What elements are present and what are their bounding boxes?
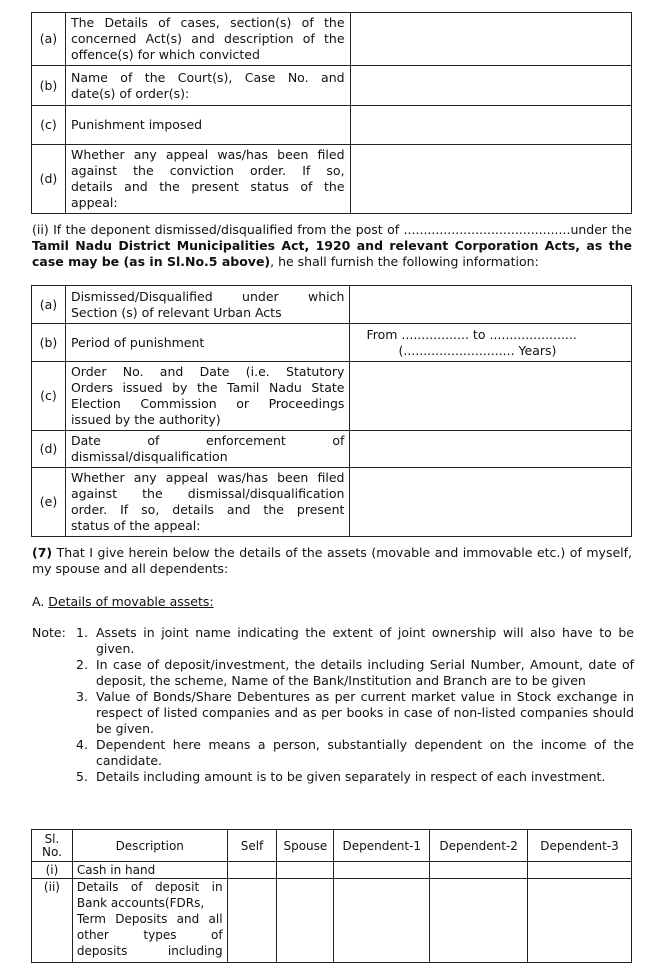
desc-line: offence(s) for which convicted (70, 47, 260, 62)
note-text: Dependent here means a person, substantially dependent on the income of the candidate. (96, 737, 634, 768)
col-header-dependent-2: Dependent-2 (430, 830, 528, 862)
self-cell[interactable] (227, 879, 277, 963)
row-description (65, 468, 350, 537)
table-row (32, 286, 632, 324)
row-label: (e) (32, 468, 66, 537)
row-description (65, 286, 350, 324)
section-prefix: A. (32, 594, 49, 609)
list-item (32, 689, 634, 737)
description-cell: Cash in hand (72, 862, 227, 879)
row-label: (a) (32, 286, 66, 324)
desc-line: order. If so, details and the present (70, 502, 345, 517)
answer-cell[interactable] (350, 431, 632, 468)
section-heading (32, 594, 632, 610)
table-row (32, 106, 632, 145)
spouse-cell[interactable] (277, 879, 334, 963)
desc-line: Name of the Court(s), Case No. and (70, 69, 345, 85)
dependent-3-cell[interactable] (528, 879, 632, 963)
para-number: (7) (32, 545, 53, 560)
note-text: Details including amount is to be given separately in respect of each investment. (96, 769, 606, 784)
movable-assets-table (31, 829, 632, 963)
note-number: 5. (76, 769, 88, 784)
desc-line: concerned Act(s) and description of the (70, 31, 345, 46)
row-label: (a) (32, 13, 66, 66)
table-header-row (32, 830, 632, 862)
desc-line: Orders issued by the Tamil Nadu State (70, 380, 345, 395)
col-header-sl-no: Sl. No. (32, 830, 73, 862)
row-description (65, 106, 350, 145)
answer-cell[interactable] (350, 66, 631, 106)
para-text: , he shall furnish the following information: (270, 254, 539, 269)
desc-line: Election Commission or Proceedings (70, 396, 345, 411)
table-row (32, 862, 632, 879)
list-item (32, 737, 634, 769)
dependent-3-cell[interactable] (528, 862, 632, 879)
desc-line: status of the appeal: (70, 518, 201, 533)
desc-line: Period of punishment (70, 334, 205, 350)
list-item (32, 657, 634, 689)
row-description (65, 324, 350, 362)
row-description (65, 362, 350, 431)
table-row (32, 66, 632, 106)
note-label: Note: (32, 625, 66, 640)
dependent-1-cell[interactable] (334, 862, 430, 879)
row-label: (d) (32, 145, 66, 214)
note-text: Assets in joint name indicating the extent of joint ownership will also have to be given. (96, 625, 634, 656)
answer-cell[interactable] (350, 468, 632, 537)
col-header-dependent-3: Dependent-3 (528, 830, 632, 862)
row-label: (d) (32, 431, 66, 468)
desc-line: Details of deposit in (76, 880, 223, 894)
desc-line: issued by the authority) (70, 412, 221, 427)
row-description (65, 431, 350, 468)
note-number: 4. (76, 737, 88, 752)
desc-line: Dismissed/Disqualified under which (70, 288, 345, 304)
para-bold-text: Tamil Nadu District Municipalities Act, 1920 and relevant Corporation Acts, as the case may be (as in Sl.No.5 above) (32, 238, 632, 269)
desc-line: against the dismissal/disqualification (70, 486, 345, 501)
desc-line: The Details of cases, section(s) of the (70, 15, 345, 30)
period-years: (............................ Years) (398, 342, 557, 358)
col-header-spouse: Spouse (277, 830, 334, 862)
table-row (32, 468, 632, 537)
row-label: (b) (32, 324, 66, 362)
period-from-to: From ................. to ...................... (366, 326, 577, 342)
desc-line: Punishment imposed (70, 117, 203, 132)
table-row (32, 13, 632, 66)
notes-list (32, 625, 634, 785)
row-label: (c) (32, 106, 66, 145)
note-number: 3. (76, 689, 88, 704)
desc-line: Date of enforcement of (70, 433, 345, 448)
spouse-cell[interactable] (277, 862, 334, 879)
desc-line: Whether any appeal was/has been filed (70, 147, 345, 162)
dependent-2-cell[interactable] (430, 862, 528, 879)
desc-line: Term Deposits and all (76, 912, 223, 926)
desc-line: details and the present status of the (70, 179, 345, 194)
row-description (65, 66, 350, 106)
row-label: (c) (32, 362, 66, 431)
desc-line: deposits including (76, 944, 223, 958)
table-row (32, 879, 632, 963)
answer-cell[interactable] (350, 106, 631, 145)
dependent-2-cell[interactable] (430, 879, 528, 963)
section-title: Details of movable assets: (48, 594, 214, 609)
col-header-dependent-1: Dependent-1 (334, 830, 430, 862)
sl-cell: (i) (32, 862, 73, 879)
list-item (32, 769, 634, 785)
desc-line: other types of (76, 928, 223, 942)
para-text: That I give herein below the details of the assets (movable and immovable etc.) of myself, my spouse and all dependents: (32, 545, 632, 576)
list-item (32, 625, 634, 657)
answer-cell[interactable] (350, 145, 631, 214)
note-number: 1. (76, 625, 88, 640)
table-row (32, 324, 632, 362)
self-cell[interactable] (227, 862, 277, 879)
desc-line: Section (s) of relevant Urban Acts (70, 304, 282, 320)
row-description (65, 145, 350, 214)
desc-line: date(s) of order(s): (70, 85, 190, 101)
dismissal-details-table (31, 285, 632, 537)
period-cell[interactable] (350, 324, 632, 362)
row-description (65, 13, 350, 66)
desc-line: against the conviction order. If so, (70, 163, 345, 178)
sl-cell: (ii) (32, 879, 73, 963)
note-text: In case of deposit/investment, the details including Serial Number, Amount, date of deposit, the scheme, Name of the Bank/Institution and Branch are to be given (96, 657, 634, 688)
para-text: (ii) If the deponent dismissed/disqualified from the post of ..........................................under the (32, 222, 632, 237)
note-number: 2. (76, 657, 88, 672)
answer-cell[interactable] (350, 362, 632, 431)
conviction-details-table (31, 12, 632, 214)
answer-cell[interactable] (350, 286, 632, 324)
description-cell (72, 879, 227, 963)
col-header-self: Self (227, 830, 277, 862)
note-text: Value of Bonds/Share Debentures as per current market value in Stock exchange in respect of listed companies and as per books in case of non-listed companies should be given. (96, 689, 634, 736)
table-row (32, 431, 632, 468)
row-label: (b) (32, 66, 66, 106)
desc-line: appeal: (70, 195, 118, 210)
dependent-1-cell[interactable] (334, 879, 430, 963)
desc-line: dismissal/disqualification (70, 449, 228, 464)
col-header-description: Description (72, 830, 227, 862)
desc-line: Whether any appeal was/has been filed (70, 470, 345, 485)
table-row (32, 145, 632, 214)
desc-line: Bank accounts(FDRs, (76, 896, 205, 910)
dismissal-intro-paragraph (32, 222, 632, 270)
table-row (32, 362, 632, 431)
assets-intro-paragraph (32, 545, 632, 577)
desc-line: Order No. and Date (i.e. Statutory (70, 364, 345, 379)
answer-cell[interactable] (350, 13, 631, 66)
